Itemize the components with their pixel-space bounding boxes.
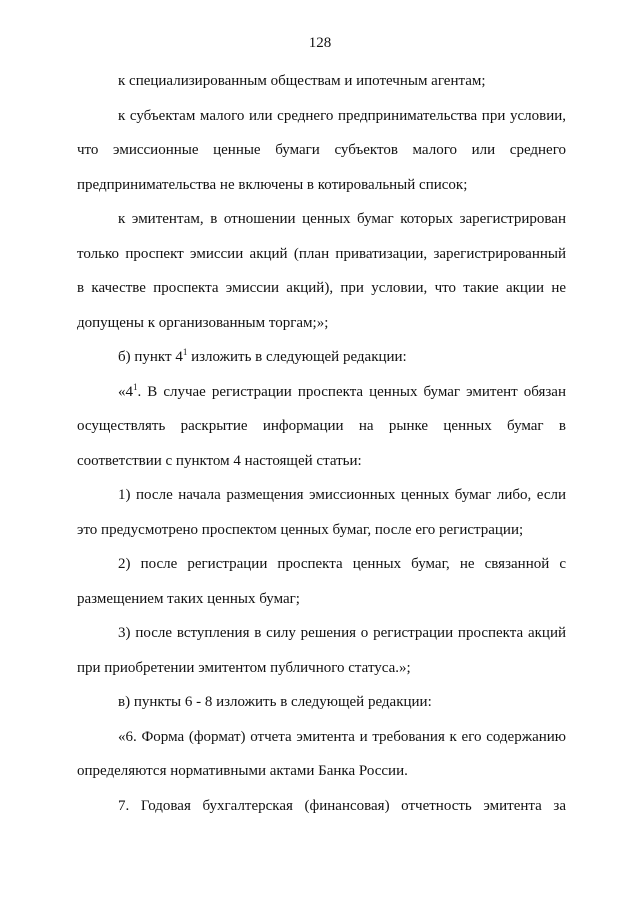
text-line [77,375,566,410]
superscript: 1 [182,347,188,357]
text-line-content: осуществлять раскрытие информации на рынке ценных бумаг в [77,418,566,434]
text-line-content: соответствии с пунктом 4 настоящей статьи: [77,452,362,469]
text-line [77,720,566,755]
text-line-content: б) пункт 4 [118,349,183,365]
text-line [77,409,566,444]
text-line-content: предпринимательства не включены в котировальный список; [77,176,468,193]
superscript: 1 [133,381,138,392]
text-line-continuation: . В случае регистрации проспекта ценных бумаг эмитент обязан [137,383,566,400]
text-line [77,582,566,617]
text-line [77,168,566,203]
text-line [77,616,566,651]
text-line-content: определяются нормативными актами Банка России. [77,763,408,779]
text-line-content: 1) после начала размещения эмиссионных ценных бумаг либо, если [118,487,566,503]
text-line [77,789,566,824]
document-body [77,64,566,823]
text-line-content: к эмитентам, в отношении ценных бумаг которых зарегистрирован [118,211,566,227]
text-line [77,133,566,168]
text-line-content: только проспект эмиссии акций (план приватизации, зарегистрированный [77,245,566,262]
text-line-content: при приобретении эмитентом публичного статуса.»; [77,659,411,676]
text-line-continuation: изложить в следующей редакции: [187,349,407,365]
text-line-content: 3) после вступления в силу решения о регистрации проспекта акций [118,625,566,641]
text-line [77,754,566,789]
text-line-content: в) пункты 6 - 8 изложить в следующей редакции: [118,694,432,710]
text-line-content: что эмиссионные ценные бумаги субъектов малого или среднего [77,142,566,158]
text-line [77,306,566,341]
text-line [77,340,566,375]
text-line [77,444,566,479]
text-line [77,513,566,548]
text-line-content: «4 [118,383,133,400]
text-line-content: 2) после регистрации проспекта ценных бумаг, не связанной с [118,556,566,572]
page-number: 128 [308,35,332,51]
text-line [77,271,566,306]
text-line [77,237,566,272]
text-line-content: к субъектам малого или среднего предпринимательства при условии, [118,107,566,124]
text-line-content: размещением таких ценных бумаг; [77,590,300,607]
text-line [77,478,566,513]
text-line-content: в качестве проспекта эмиссии акций), при условии, что такие акции не [77,280,566,296]
text-line-content: 7. Годовая бухгалтерская (финансовая) отчетность эмитента за [118,797,566,814]
text-line [77,64,566,99]
text-line [77,202,566,237]
text-line [77,547,566,582]
text-line [77,685,566,720]
text-line-content: к специализированным обществам и ипотечным агентам; [118,73,486,89]
text-line [77,651,566,686]
text-line-content: «6. Форма (формат) отчета эмитента и требования к его содержанию [118,728,566,745]
text-line-content: допущены к организованным торгам;»; [77,314,329,331]
text-line [77,99,566,134]
text-line-content: это предусмотрено проспектом ценных бумаг, после его регистрации; [77,521,524,538]
